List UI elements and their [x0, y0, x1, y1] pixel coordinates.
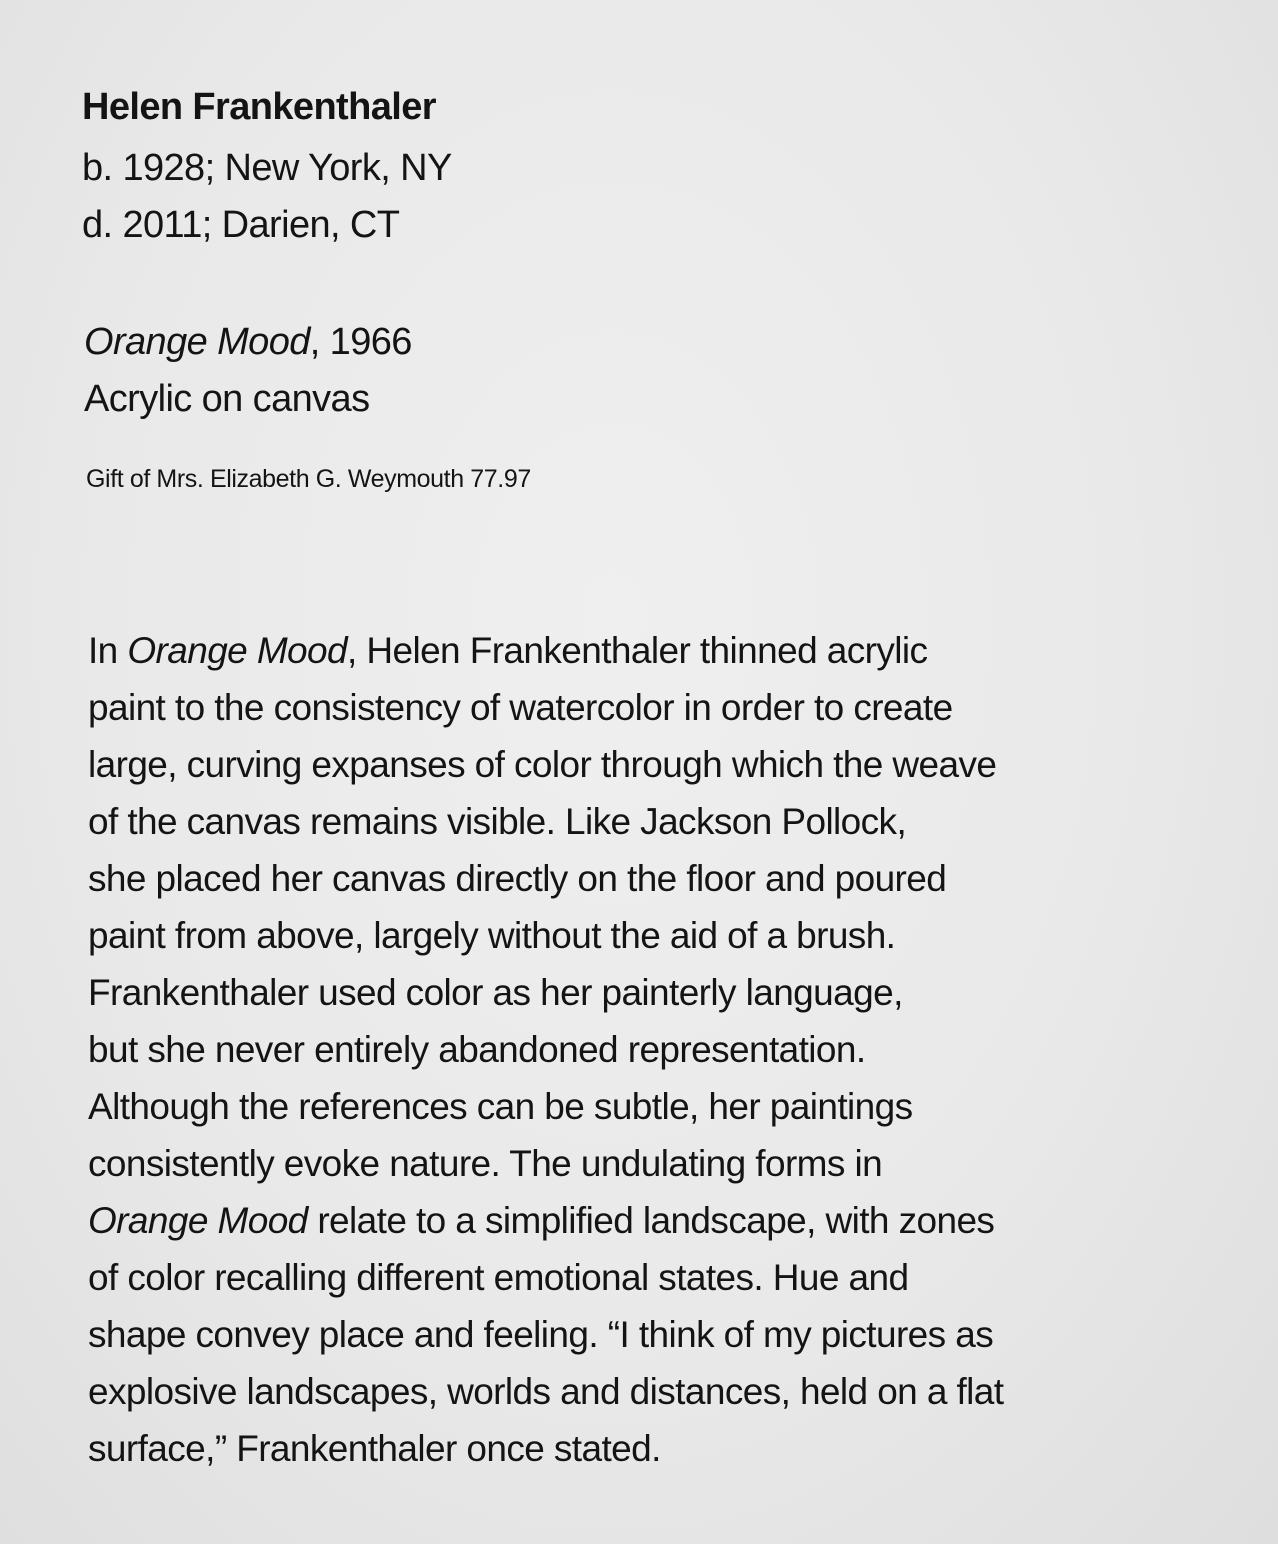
- artwork-title-line: [84, 321, 412, 364]
- description-line: but she never entirely abandoned representation.: [88, 1029, 866, 1070]
- description-line: paint to the consistency of watercolor in order to create: [88, 687, 953, 728]
- artwork-medium: Acrylic on canvas: [84, 378, 370, 420]
- description-text: [88, 622, 1208, 1477]
- description-line: surface,” Frankenthaler once stated.: [88, 1428, 661, 1469]
- description-line: consistently evoke nature. The undulating forms in: [88, 1143, 883, 1184]
- credit-line: Gift of Mrs. Elizabeth G. Weymouth 77.97: [86, 465, 531, 493]
- description-line: of the canvas remains visible. Like Jackson Pollock,: [88, 801, 907, 842]
- artist-death: d. 2011; Darien, CT: [82, 204, 400, 246]
- description-line: In Orange Mood, Helen Frankenthaler thinned acrylic: [88, 630, 928, 671]
- description-line: Frankenthaler used color as her painterly language,: [88, 972, 903, 1013]
- description-line: Although the references can be subtle, her paintings: [88, 1086, 913, 1127]
- artwork-title: Orange Mood: [84, 321, 310, 363]
- description-line: large, curving expanses of color through which the weave: [88, 744, 997, 785]
- description-line: shape convey place and feeling. “I think of my pictures as: [88, 1314, 994, 1355]
- description-line: of color recalling different emotional states. Hue and: [88, 1257, 909, 1298]
- description-line: paint from above, largely without the aid of a brush.: [88, 915, 896, 956]
- description-line: Orange Mood relate to a simplified landscape, with zones: [88, 1200, 995, 1241]
- artist-birth: b. 1928; New York, NY: [82, 147, 452, 189]
- artwork-date: , 1966: [309, 321, 412, 363]
- artist-name: Helen Frankenthaler: [82, 86, 436, 128]
- description-line: she placed her canvas directly on the floor and poured: [88, 858, 947, 899]
- description-line: explosive landscapes, worlds and distances, held on a flat: [88, 1371, 1004, 1412]
